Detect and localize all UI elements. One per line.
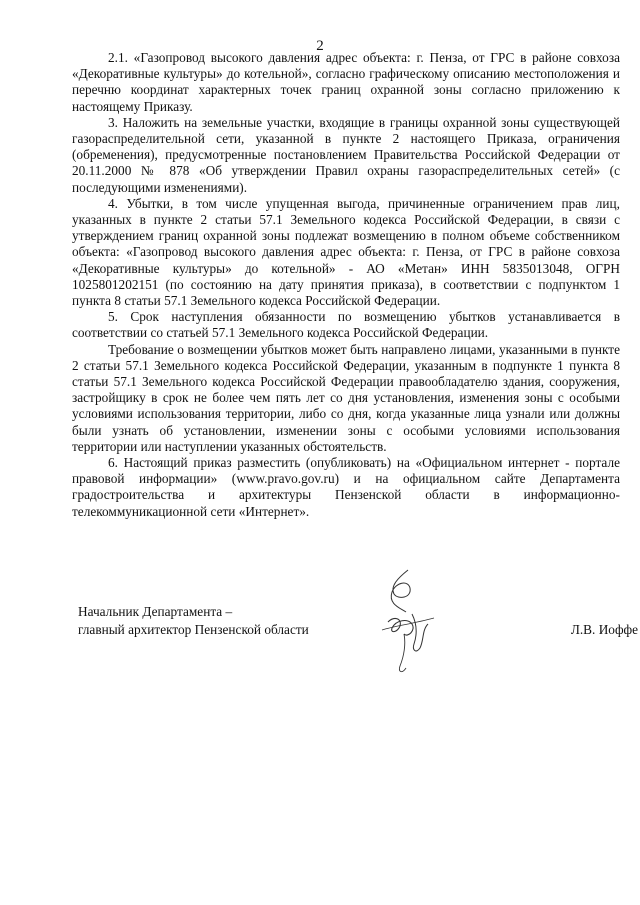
signatory-title-line1: Начальник Департамента – <box>78 604 233 619</box>
paragraph-2-1: 2.1. «Газопровод высокого давления адрес объекта: г. Пенза, от ГРС в районе совхоза «Декоративные культуры» до котельной», согласно графическому описанию местоположения и перечню координат характерных точек границ охранной зоны согласно приложению к настоящему Приказу. <box>72 50 620 114</box>
document-body <box>72 50 620 520</box>
signatory-title-line2: главный архитектор Пензенской области <box>78 622 309 637</box>
signature-block <box>78 604 638 674</box>
paragraph-5: 5. Срок наступления обязанности по возмещению убытков устанавливается в соответствии со статьей 57.1 Земельного кодекса Российской Федерации. <box>72 309 620 341</box>
page-number: 2 <box>316 38 324 54</box>
paragraph-6: 6. Настоящий приказ разместить (опубликовать) на «Официальном интернет - портале правовой информации» (www.pravo.gov.ru) и на официальном сайте Департамента градостроительства и архитектуры Пензенской области в информационно-телекоммуникационной сети «Интернет». <box>72 455 620 519</box>
paragraph-4: 4. Убытки, в том числе упущенная выгода, причиненные ограничением прав лиц, указанных в пункте 2 статьи 57.1 Земельного кодекса Российской Федерации, в связи с утверждением границ охранной зоны подлежат возмещению в полном объеме собственником объекта: «Газопровод высокого давления адрес объекта: г. Пенза, от ГРС в районе совхоза «Декоративные культуры» до котельной» - АО «Метан» ИНН 5835013048, ОГРН 1025801202151 (по состоянию на дату принятия приказа), в соответствии с подпунктом 1 пункта 8 статьи 57.1 Земельного кодекса Российской Федерации. <box>72 195 620 309</box>
signatory-name: Л.В. Иоффе <box>570 622 638 637</box>
paragraph-3: 3. Наложить на земельные участки, входящие в границы охранной зоны существующей газораспределительной сети, указанной в пункте 2 настоящего Приказа, ограничения (обременения), предусмотренные постановлением Правительства Российской Федерации от 20.11.2000 № 878 «Об утверждении Правил охраны газораспределительных сетей» (с последующими изменениями). <box>72 114 620 195</box>
paragraph-damages-claim: Требование о возмещении убытков может быть направлено лицами, указанными в пункте 2 статьи 57.1 Земельного кодекса Российской Федерации, указанным в подпункте 1 пункта 8 статьи 57.1 Земельного кодекса Российской Федерации правообладателю здания, сооружения, застройщику в срок не более чем пять лет со дня установления, изменения зоны с особыми условиями использования территории, либо со дня, когда указанные лица узнали или должны были узнать об установлении, изменении зоны с особыми условиями использования территории или наступлении указанных обстоятельств. <box>72 341 620 454</box>
